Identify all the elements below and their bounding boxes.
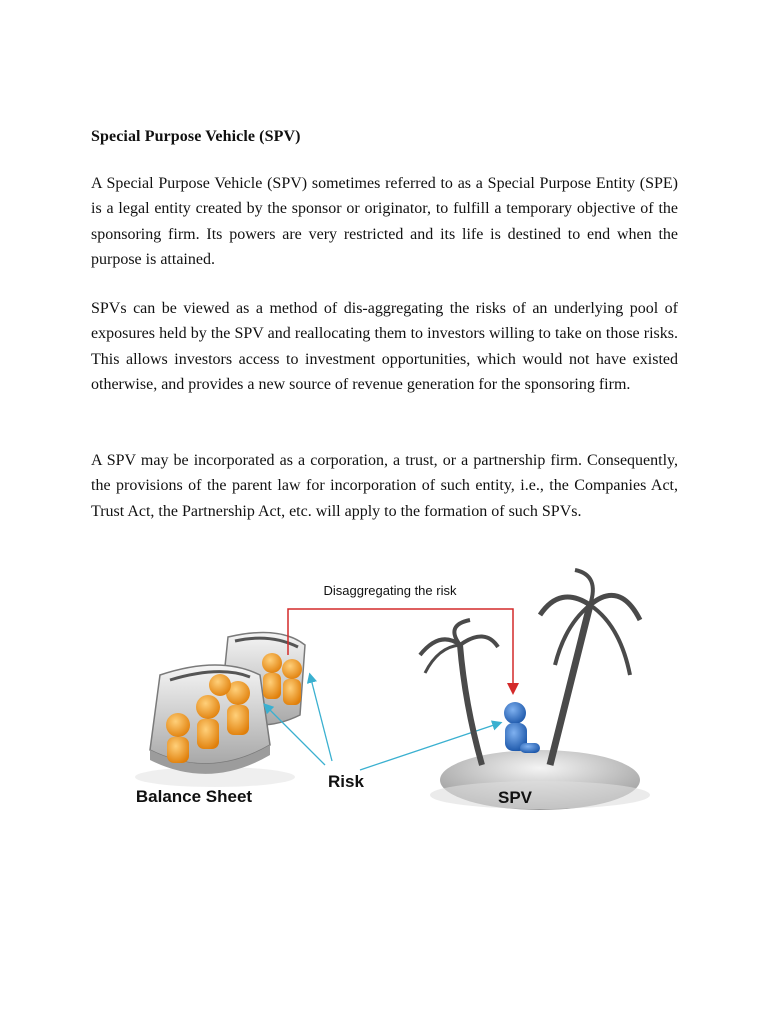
document-heading: Special Purpose Vehicle (SPV) (91, 128, 301, 145)
paragraph-incorporation: A SPV may be incorporated as a corporation, a trust, or a partnership firm. Consequently, the provisions of the parent law for incorporation of such entity, i.e., the Companies Act, Trust Act, the Partnership Act, etc. will apply to the formation of such SPVs. (91, 452, 678, 520)
lifeboats-icon (135, 633, 305, 788)
balance-sheet-label: Balance Sheet (135, 787, 253, 806)
paragraph-risk-disaggregation: SPVs can be viewed as a method of dis-aggregating the risks of an underlying pool of exposures held by the SPV and reallocating them to investors willing to take on those risks. This allows investors access to investment opportunities, which would not have existed otherwise, and provides a new source of revenue generation for the sponsoring firm. (91, 300, 678, 393)
spv-illustration (120, 565, 660, 825)
island-icon (430, 750, 650, 810)
blue-person-icon (504, 702, 540, 753)
risk-label: Risk (328, 772, 364, 791)
spv-label: SPV (497, 788, 533, 807)
arrow-label: Disaggregating the risk (323, 583, 457, 598)
paragraph-spv-definition: A Special Purpose Vehicle (SPV) sometimes referred to as a Special Purpose Entity (SPE) is a legal entity created by the sponsor or originator, to fulfill a temporary objective of the sponsoring firm. Its powers are very restricted and its life is destined to end when the purpose is attained. (91, 175, 678, 268)
palm-trees-icon (420, 570, 640, 765)
disaggregating-arrow (288, 609, 513, 692)
